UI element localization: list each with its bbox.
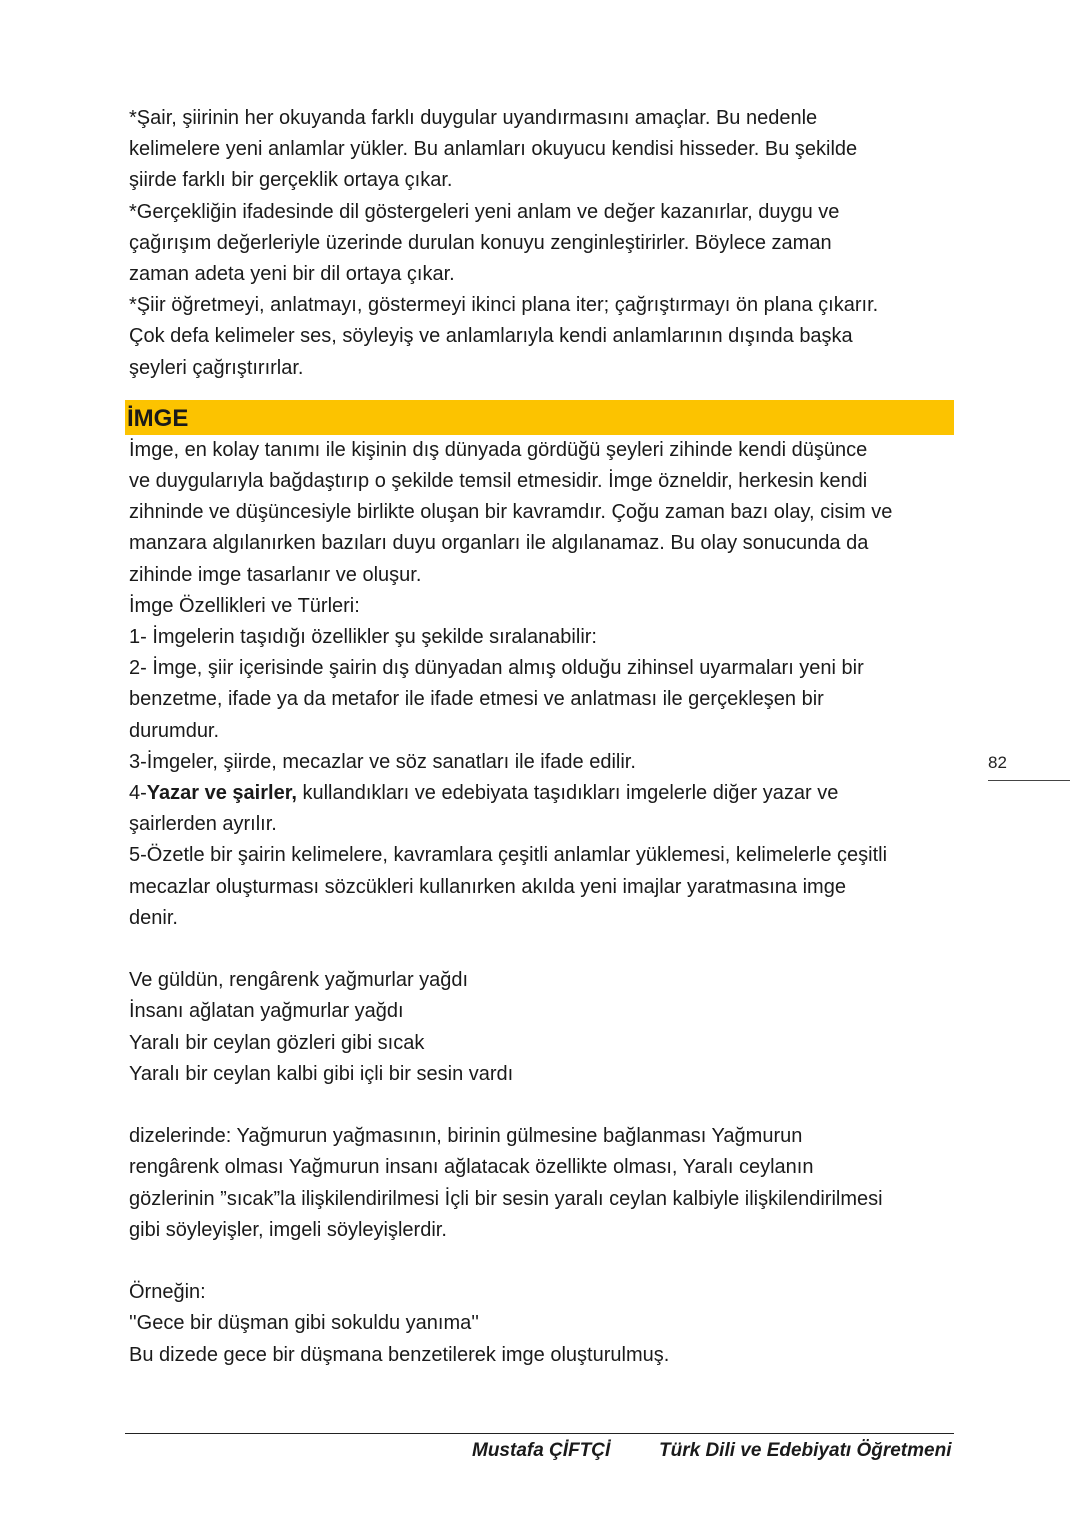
text-line: 5-Özetle bir şairin kelimelere, kavramlara çeşitli anlamlar yüklemesi, kelimelerle çeşitli: [129, 844, 888, 867]
text-line: İmge, en kolay tanımı ile kişinin dış dünyada gördüğü şeyleri zihinde kendi düşünce: [129, 438, 868, 461]
footer-author: Mustafa ÇİFTÇİ: [472, 1440, 611, 1461]
text-line: zihinde imge tasarlanır ve oluşur.: [129, 563, 422, 586]
list-item-2: [129, 653, 959, 747]
list-item-5: [129, 840, 959, 934]
text-line: *Gerçekliğin ifadesinde dil göstergeleri yeni anlam ve değer kazanırlar, duygu ve: [129, 200, 840, 223]
text-line: benzetme, ifade ya da metafor ile ifade etmesi ve anlatması ile gerçekleşen bir: [129, 688, 824, 711]
example-quote: ''Gece bir düşman gibi sokuldu yanıma'': [129, 1312, 479, 1335]
text-line: gibi söyleyişler, imgeli söyleyişlerdir.: [129, 1218, 447, 1241]
text-line: *Şiir öğretmeyi, anlatmayı, göstermeyi ikinci plana iter; çağrıştırmayı ön plana çıkarır.: [129, 294, 879, 317]
example-label: Örneğin:: [129, 1281, 206, 1304]
section-heading-imge: İMGE: [125, 400, 954, 435]
text-line: durumdur.: [129, 719, 220, 742]
features-title: İmge Özellikleri ve Türleri:: [129, 594, 360, 617]
item-4-bold-text: Yazar ve şairler,: [146, 782, 297, 805]
definition-paragraph: [129, 435, 959, 591]
text-line: Çok defa kelimeler ses, söyleyiş ve anlamlarıyla kendi anlamlarının dışında başka: [129, 325, 853, 348]
text-line: manzara algılanırken bazıları duyu organları ile algılanamaz. Bu olay sonucunda da: [129, 532, 869, 555]
example-block: [129, 1277, 959, 1371]
text-line: *Şair, şiirinin her okuyanda farklı duygular uyandırmasını amaçlar. Bu nedenle: [129, 107, 818, 129]
list-item-3: 3-İmgeler, şiirde, mecazlar ve söz sanatları ile ifade edilir.: [129, 750, 636, 773]
text-line: denir.: [129, 906, 178, 929]
footer-title: Türk Dili ve Edebiyatı Öğretmeni: [659, 1440, 952, 1461]
page-content: [129, 103, 959, 1371]
text-line: 2- İmge, şiir içerisinde şairin dış dünyadan almış olduğu zihinsel uyarmaları yeni bir: [129, 657, 864, 680]
spacer: [129, 934, 959, 965]
poem-line: Ve güldün, rengârenk yağmurlar yağdı: [129, 969, 469, 992]
poem-line: Yaralı bir ceylan kalbi gibi içli bir sesin vardı: [129, 1062, 514, 1085]
text-line: çağırışım değerleriyle üzerinde durulan konuyu zenginleştirirler. Böylece zaman: [129, 231, 832, 254]
text-line: kelimelere yeni anlamlar yükler. Bu anlamları okuyucu kendisi hisseder. Bu şekilde: [129, 138, 858, 161]
page-number: 82: [988, 753, 1007, 772]
text-line: rengârenk olması Yağmurun insanı ağlatacak özellikte olması, Yaralı ceylanın: [129, 1156, 814, 1179]
text-line: ve duygularıyla bağdaştırıp o şekilde temsil etmesidir. İmge özneldir, herkesin kendi: [129, 470, 868, 493]
poem-block: [129, 965, 959, 1090]
page-number-underline: [988, 780, 1070, 781]
text-line: [129, 778, 959, 809]
item-4-rest: kullandıkları ve edebiyata taşıdıkları imgelerle diğer yazar ve: [296, 782, 839, 805]
text-line: şiirde farklı bir gerçeklik ortaya çıkar.: [129, 169, 453, 192]
analysis-paragraph: [129, 1121, 959, 1246]
intro-paragraph: [129, 103, 959, 384]
text-line: dizelerinde: Yağmurun yağmasının, birinin gülmesine bağlanması Yağmurun: [129, 1125, 803, 1148]
text-line: mecazlar oluşturması sözcükleri kullanırken akılda yeni imajlar yaratmasına imge: [129, 875, 846, 898]
spacer: [129, 1246, 959, 1277]
list-item-4: [129, 778, 959, 840]
poem-line: Yaralı bir ceylan gözleri gibi sıcak: [129, 1031, 425, 1054]
example-explanation: Bu dizede gece bir düşmana benzetilerek imge oluşturulmuş.: [129, 1343, 670, 1366]
text-line: şairlerden ayrılır.: [129, 813, 277, 836]
text-line: zihninde ve düşüncesiyle birlikte oluşan bir kavramdır. Çoğu zaman bazı olay, cisim ve: [129, 501, 893, 524]
text-line: zaman adeta yeni bir dil ortaya çıkar.: [129, 263, 455, 286]
spacer: [129, 1090, 959, 1121]
list-item-1: 1- İmgelerin taşıdığı özellikler şu şekilde sıralanabilir:: [129, 626, 597, 649]
footer-divider: [125, 1433, 954, 1434]
text-line: şeyleri çağrıştırırlar.: [129, 356, 304, 379]
poem-line: İnsanı ağlatan yağmurlar yağdı: [129, 1000, 404, 1023]
item-4-prefix: 4-: [129, 782, 147, 805]
text-line: gözlerinin ”sıcak”la ilişkilendirilmesi İçli bir sesin yaralı ceylan kalbiyle ilişkilendirilmesi: [129, 1187, 883, 1210]
